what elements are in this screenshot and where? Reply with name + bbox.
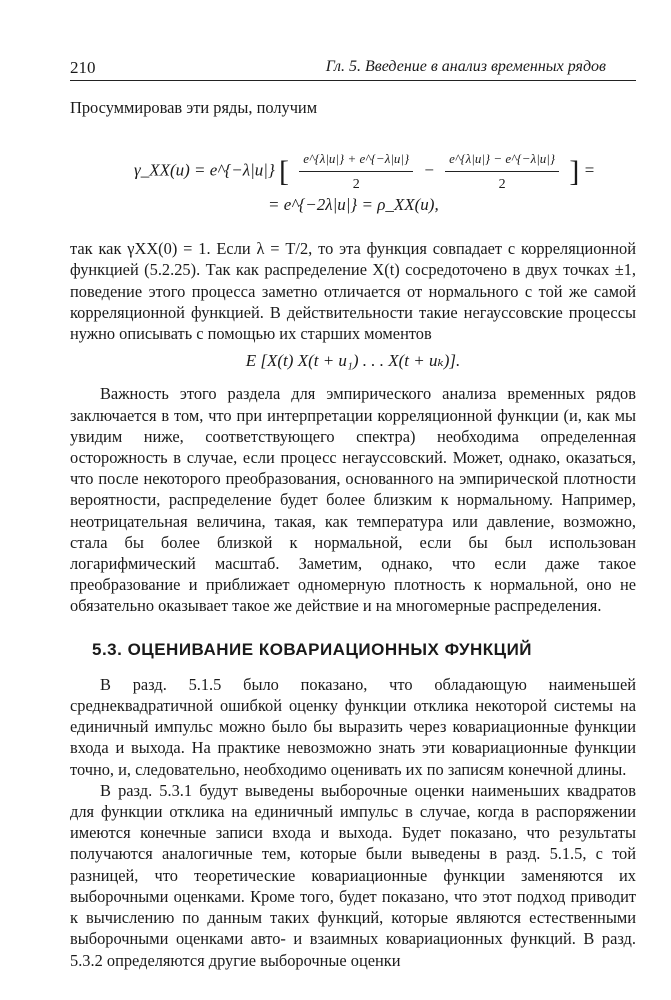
minus-sign: −: [423, 160, 435, 180]
paragraph-2: Важность этого раздела для эмпирического анализа временных рядов заключается в том, что при интерпретации корреляционной функции (и, как мы увидим ниже, соответствующего спектра) необходима определенная осторожность в случае, если процесс негауссовский. Может, однако, оказаться, что после некоторого преобразования, основанного на эмпирической плотности вероятности, распределение будет более близким к нормальному. Например, неотрицательная величина, такая, как температура или давление, возможно, стала бы более близкой к нормальной, если бы был использован логарифмический масштаб. Заметим, однако, что если даже такое преобразование и приближает одномерную плотность к нормальной, оно не обязательно оказывает такое же действие и на многомерные распределения.: [70, 384, 636, 616]
equation-line-2: = e^{−2λ|u|} = ρ_XX(u),: [268, 195, 439, 215]
equation-block: [70, 118, 636, 238]
left-bracket: [: [279, 155, 290, 189]
fraction-1-denominator: 2: [352, 177, 360, 193]
fraction-1-numerator: e^{λ|u|} + e^{−λ|u|}: [299, 148, 413, 172]
equation-line-1: [134, 148, 595, 195]
intro-line: Просуммировав эти ряды, получим: [70, 98, 318, 117]
equation-lhs: γ_XX(u) = e^{−λ|u|}: [134, 160, 275, 180]
page-body: [70, 97, 636, 971]
fraction-1: [299, 148, 413, 195]
fraction-2-denominator: 2: [498, 177, 506, 193]
fraction-2-numerator: e^{λ|u|} − e^{−λ|u|}: [445, 148, 559, 172]
equals-sign: =: [583, 160, 596, 180]
paragraph-1: так как γXX(0) = 1. Если λ = T/2, то эта функция совпадает с корреляционной функцией (5.2.25). Так как распределение X(t) сосредоточено в двух точках ±1, поведение этого процесса заметно отличается от нормального с той же самой корреляционной функцией. В действительности такие негауссовские процессы нужно описывать с помощью их старших моментов: [70, 239, 636, 344]
fraction-2: [445, 148, 559, 195]
paragraph-3: В разд. 5.1.5 было показано, что обладающую наименьшей среднеквадратичной ошибкой оценку функции отклика некоторой системы на единичный импульс можно было бы выразить через ковариационные функции входа и выхода. На практике невозможно знать эти ковариационные функции точно, и, следовательно, необходимо оценивать их по записям конечной длины.: [70, 674, 636, 779]
page-number: 210: [70, 58, 96, 77]
moment-formula: E [X(t) X(t + u₁) . . . X(t + uₖ)].: [245, 351, 461, 371]
running-head: Гл. 5. Введение в анализ временных рядов: [325, 58, 606, 75]
paragraph-4: В разд. 5.3.1 будут выведены выборочные оценки наименьших квадратов для функции отклика на единичный импульс в случае, когда в распоряжении имеются конечные записи входа и выхода. Будет показано, что результаты получаются аналогичные тем, которые были выведены в разд. 5.1.5, с той разницей, что теоретические ковариационные функции заменяются их выборочными оценками. Кроме того, будет показано, что этот подход приводит к вычислению по данным таких функций, которые являются естественными выборочными оценками авто- и взаимных ковариационных функций. В разд. 5.3.2 определяются другие выборочные оценки: [70, 780, 636, 970]
right-bracket: ]: [569, 155, 580, 189]
page-header: [70, 58, 636, 81]
section-title: 5.3. ОЦЕНИВАНИЕ КОВАРИАЦИОННЫХ ФУНКЦИЙ: [92, 639, 533, 659]
